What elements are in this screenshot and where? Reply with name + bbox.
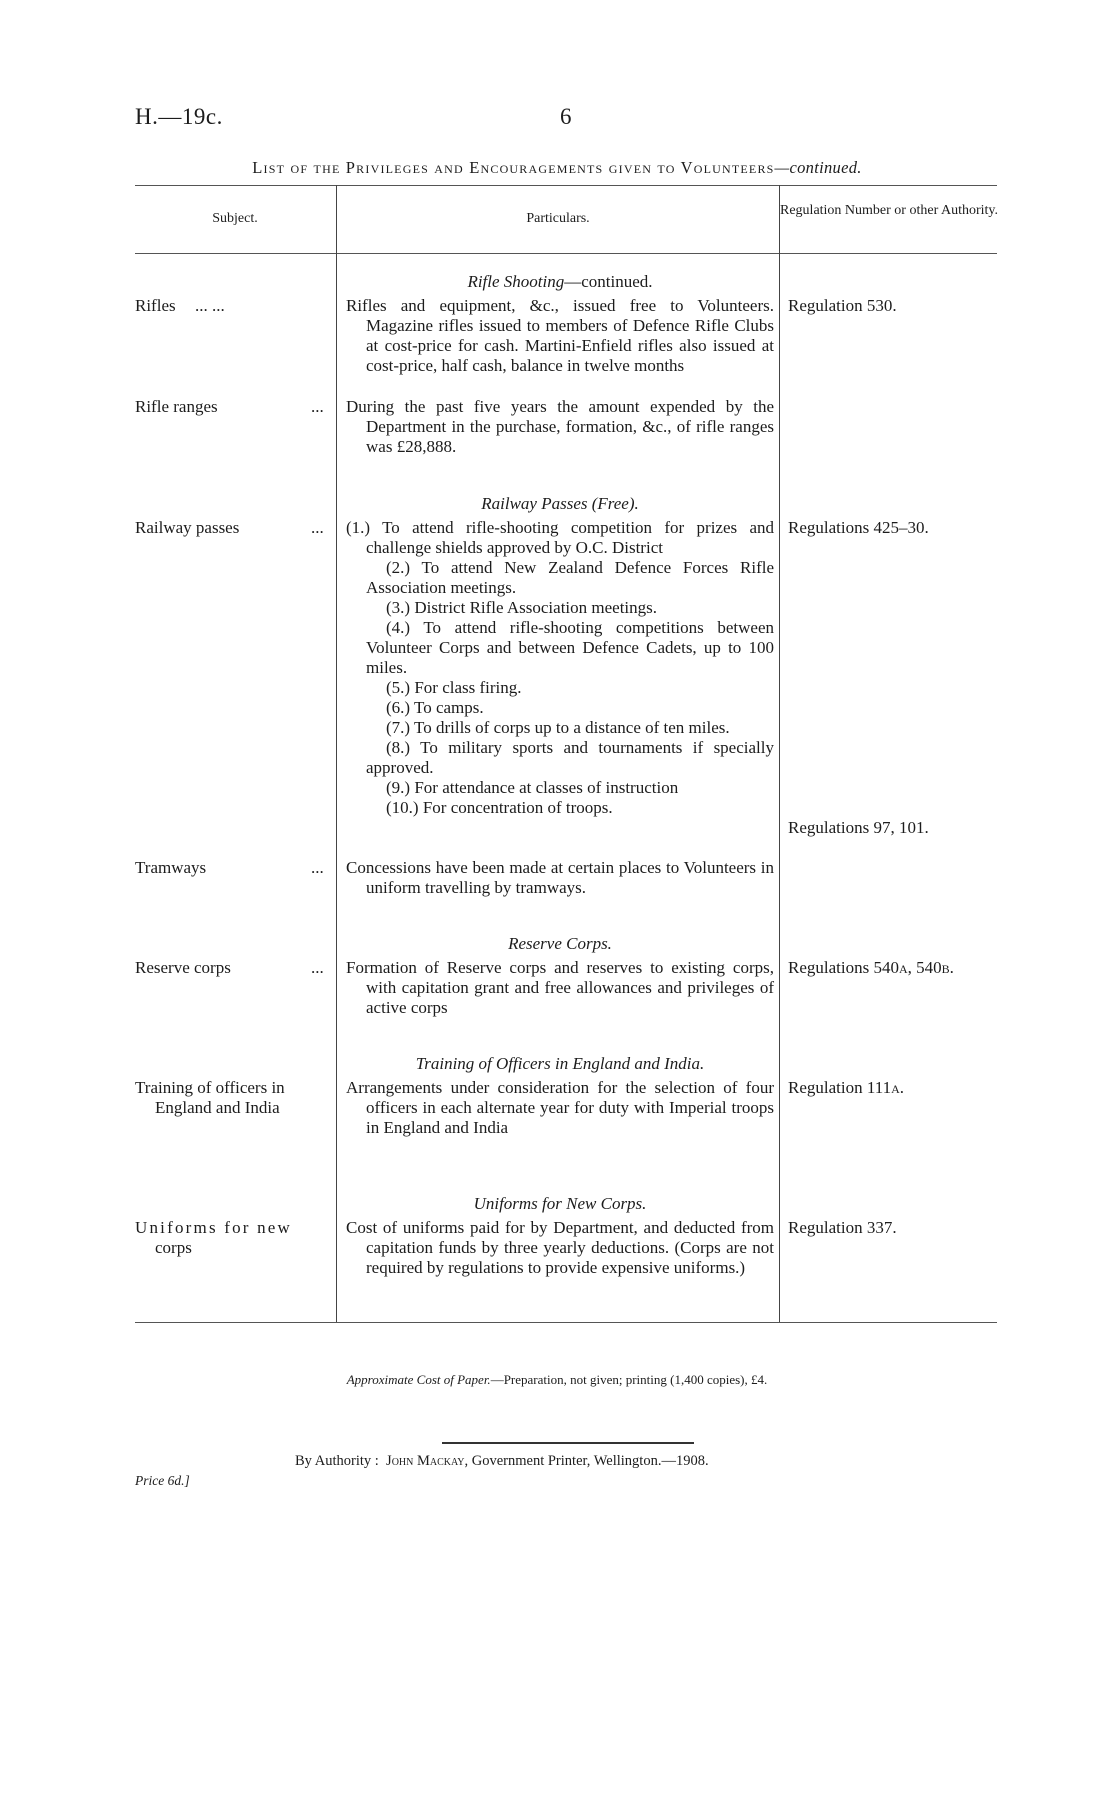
subject-reserve-corps-label: Reserve corps xyxy=(135,958,231,977)
authority-uniforms: Regulation 337. xyxy=(788,1218,897,1237)
subject-rifle-ranges xyxy=(135,397,335,417)
subject-railway-passes-dots: ... xyxy=(311,518,324,537)
authority-reserve-b: b xyxy=(941,958,950,977)
section-heading-rifle-shooting xyxy=(346,272,774,292)
authority-rifles: Regulation 530. xyxy=(788,296,897,315)
particulars-rifle-ranges xyxy=(346,397,774,457)
railway-heading: Railway Passes (Free). xyxy=(481,494,639,513)
section-heading-training xyxy=(346,1054,774,1074)
subject-uniforms-line-2: corps xyxy=(155,1238,192,1257)
particulars-rifles xyxy=(346,296,774,376)
training-heading: Training of Officers in England and India. xyxy=(415,1054,705,1073)
particulars-uniforms xyxy=(346,1218,774,1278)
particulars-reserve-corps-text: Formation of Reserve corps and reserves to existing corps, with capitation grant and free allowances and privileges of active corps xyxy=(346,958,774,1017)
subject-rifles-dots: ... ... xyxy=(195,296,225,315)
particulars-tramways-text: Concessions have been made at certain places to Volunteers in uniform travelling by tramways. xyxy=(346,858,774,897)
cost-of-paper-label: Approximate Cost of Paper. xyxy=(346,1372,491,1387)
railway-item-6: (6.) To camps. xyxy=(386,698,484,717)
subject-rifle-ranges-dots: ... xyxy=(311,397,324,416)
printer-details: , Government Printer, Wellington.—1908. xyxy=(464,1453,709,1469)
particulars-training-officers xyxy=(346,1078,774,1138)
railway-item-4: (4.) To attend rifle-shooting competitions between Volunteer Corps and between Defence Cadets, up to 100 miles. xyxy=(366,618,774,677)
column-header-authority: Regulation Number or other Authority. xyxy=(780,203,998,218)
authority-railway-2: Regulations 97, 101. xyxy=(788,818,929,837)
authority-training-prefix: Regulation 111 xyxy=(788,1078,892,1097)
subject-uniforms-line-1: Uniforms for new xyxy=(135,1218,293,1237)
subject-rifle-ranges-label: Rifle ranges xyxy=(135,397,218,416)
cost-of-paper-details: —Preparation, not given; printing (1,400 copies), £4. xyxy=(490,1372,768,1387)
subject-training-line-2: England and India xyxy=(155,1098,280,1117)
subject-training-officers xyxy=(135,1078,335,1118)
subject-tramways-label: Tramways xyxy=(135,858,207,877)
section-heading-reserve xyxy=(346,934,774,954)
railway-item-10: (10.) For concentration of troops. xyxy=(386,798,613,817)
subject-railway-passes-label: Railway passes xyxy=(135,518,240,537)
footer-rule xyxy=(442,1442,694,1444)
subject-tramways-dots: ... xyxy=(311,858,324,877)
authority-training-end: . xyxy=(899,1078,905,1097)
cost-of-paper-note xyxy=(0,1372,1114,1388)
table-bottom-rule xyxy=(135,1322,997,1323)
particulars-rifle-ranges-text: During the past five years the amount expended by the Department in the purchase, formation, &c., of rifle ranges was £28,888. xyxy=(346,397,774,456)
subject-rifles-label: Rifles xyxy=(135,296,176,315)
particulars-training-text: Arrangements under consideration for the selection of four officers in each alternate year for duty with Imperial troops in England and India xyxy=(346,1078,774,1137)
particulars-rifles-text: Rifles and equipment, &c., issued free to Volunteers. Magazine rifles issued to members of Defence Rifle Clubs at cost-price for cash. Martini-Enfield rifles also issued at cost-price, half cash, balance in twelve months xyxy=(346,296,774,375)
particulars-reserve-corps xyxy=(346,958,774,1018)
list-title-suffix: —continued. xyxy=(774,158,862,177)
authority-reserve-sep: , 540 xyxy=(907,958,942,977)
particulars-uniforms-text: Cost of uniforms paid for by Department, and deducted from capitation funds by three yearly deductions. (Corps are not required by regulations to provide expensive uniforms.) xyxy=(346,1218,774,1277)
section-heading-uniforms xyxy=(346,1194,774,1214)
railway-item-5: (5.) For class firing. xyxy=(386,678,522,697)
railway-item-3: (3.) District Rifle Association meetings. xyxy=(386,598,658,617)
column-header-particulars: Particulars. xyxy=(526,211,590,226)
printer-imprint xyxy=(295,1453,709,1470)
authority-training-a: a xyxy=(891,1078,900,1097)
subject-uniforms xyxy=(135,1218,335,1258)
section-heading-railway xyxy=(346,494,774,514)
list-title-main: List of the Privileges and Encouragements given to Volunteers xyxy=(252,158,775,177)
authority-reserve-end: . xyxy=(949,958,954,977)
authority-reserve xyxy=(788,958,998,978)
column-divider-2 xyxy=(779,185,780,1322)
authority-reserve-prefix: Regulations 540 xyxy=(788,958,899,977)
railway-item-2: (2.) To attend New Zealand Defence Forces Rifle Association meetings. xyxy=(366,558,774,597)
list-title xyxy=(0,158,1114,178)
page-number: 6 xyxy=(560,104,572,129)
price-note: Price 6d.] xyxy=(135,1473,190,1488)
railway-item-8: (8.) To military sports and tournaments if specially approved. xyxy=(366,738,774,777)
particulars-railway-passes xyxy=(346,518,774,818)
imprint-prefix: By Authority : xyxy=(295,1453,379,1469)
authority-reserve-a: a xyxy=(898,958,908,977)
particulars-tramways xyxy=(346,858,774,898)
railway-item-7: (7.) To drills of corps up to a distance of ten miles. xyxy=(386,718,730,737)
authority-training xyxy=(788,1078,998,1098)
table-top-rule xyxy=(135,185,997,186)
rifle-shooting-heading: Rifle Shooting xyxy=(467,272,565,291)
subject-rifles xyxy=(135,296,335,316)
document-reference: H.—19c. xyxy=(135,104,223,129)
column-divider-1 xyxy=(336,185,337,1322)
subject-reserve-corps-dots: ... xyxy=(311,958,324,977)
subject-tramways xyxy=(135,858,335,878)
uniforms-heading: Uniforms for New Corps. xyxy=(473,1194,647,1213)
subject-railway-passes xyxy=(135,518,335,538)
subject-reserve-corps xyxy=(135,958,335,978)
table-header-rule xyxy=(135,253,997,254)
subject-training-line-1: Training of officers in xyxy=(135,1078,285,1097)
column-header-subject: Subject. xyxy=(212,211,258,226)
reserve-heading: Reserve Corps. xyxy=(508,934,612,953)
railway-item-9: (9.) For attendance at classes of instruction xyxy=(386,778,679,797)
rifle-shooting-heading-suffix: —continued. xyxy=(564,272,653,291)
printer-name: John Mackay xyxy=(386,1453,465,1469)
authority-railway-1: Regulations 425–30. xyxy=(788,518,929,537)
railway-item-1: (1.) To attend rifle-shooting competition for prizes and challenge shields approved by O.C. District xyxy=(346,518,774,557)
